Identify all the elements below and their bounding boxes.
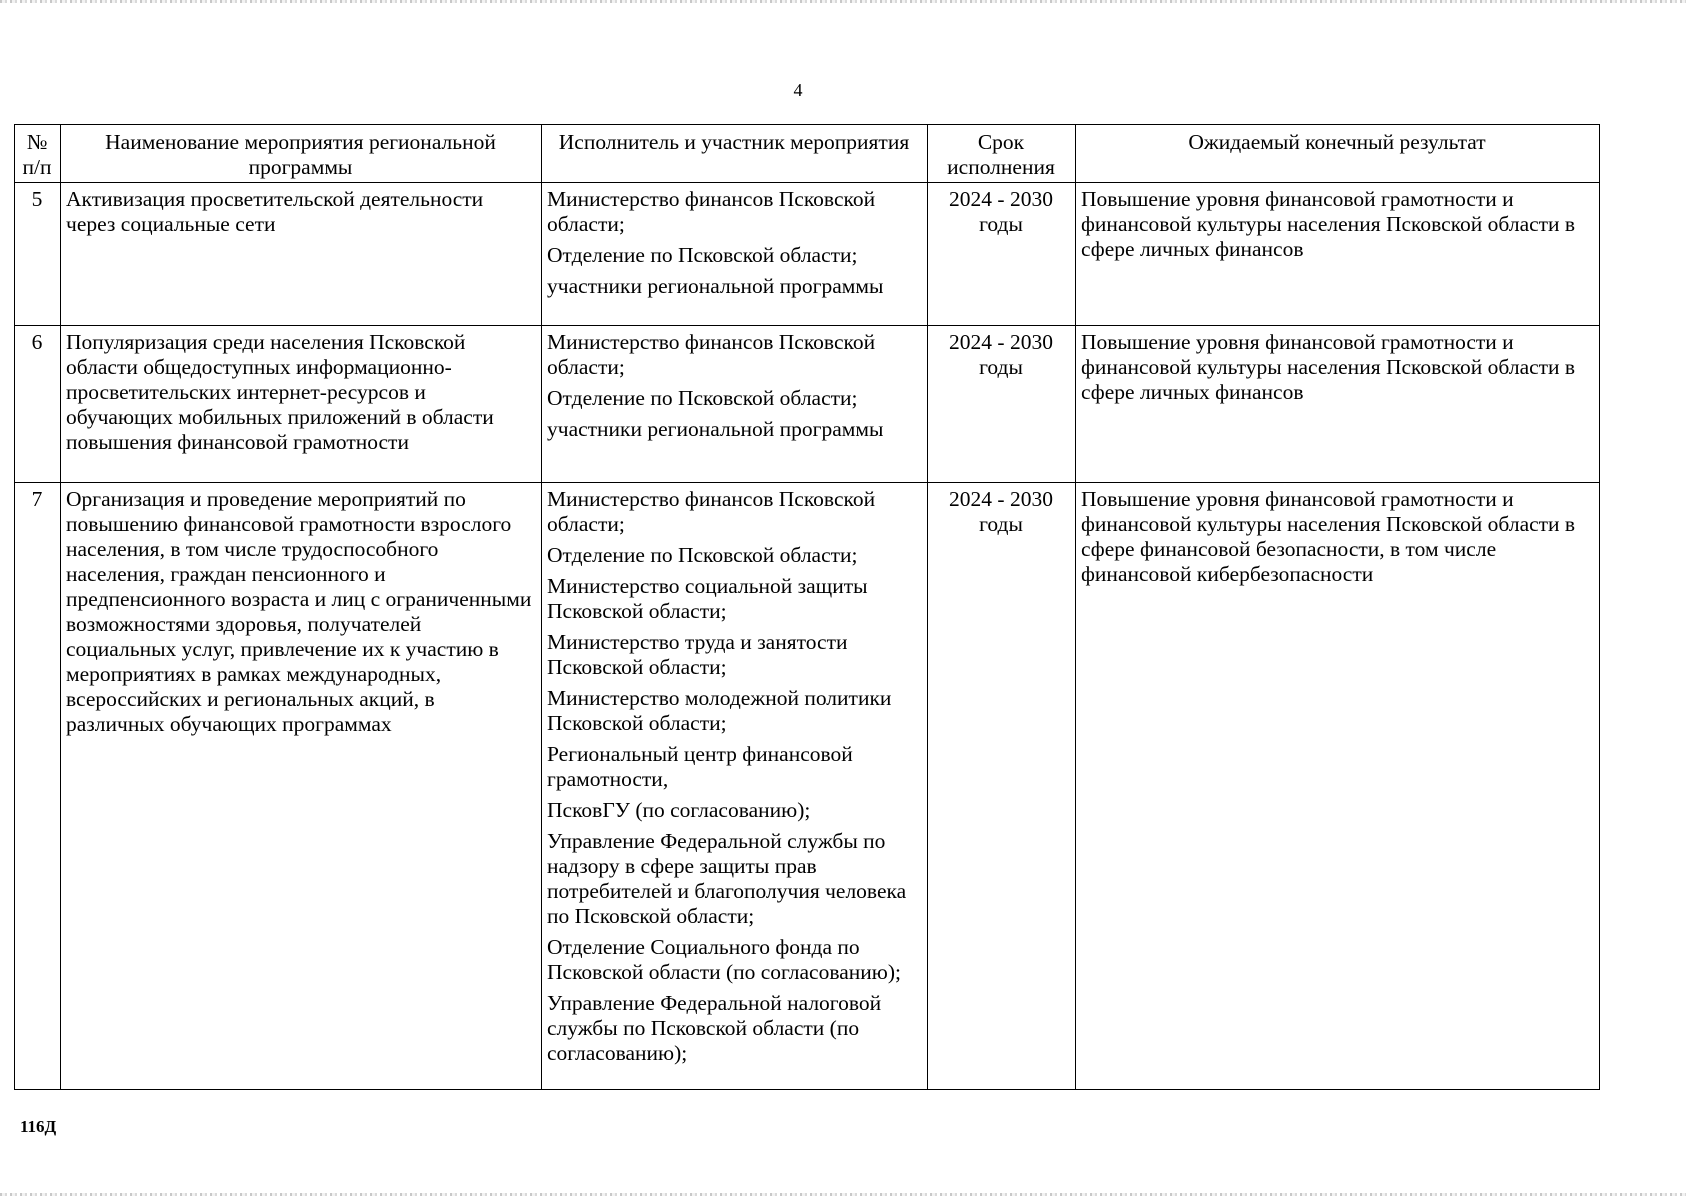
- executor-item: ПсковГУ (по согласованию);: [547, 798, 811, 822]
- expected-result: Повышение уровня финансовой грамотности и финансовой культуры населения Псковской области в сфере финансовой безопасности, в том числе финансовой кибербезопасности: [1076, 483, 1600, 1090]
- executor-item: Отделение по Псковской области;: [547, 543, 858, 567]
- scan-edge-top: [0, 0, 1686, 3]
- executor-item: Региональный центр финансовой грамотности,: [547, 742, 853, 791]
- executor-list: [542, 483, 928, 1090]
- executor-list: [542, 183, 928, 326]
- executor-item: Отделение по Псковской области;: [547, 243, 858, 267]
- executor-item: участники региональной программы: [547, 274, 884, 298]
- executor-item: Министерство труда и занятости Псковской области;: [547, 630, 848, 679]
- executor-item: Министерство финансов Псковской области;: [547, 487, 876, 536]
- measure-name: Популяризация среди населения Псковской области общедоступных информационно-просветительских интернет-ресурсов и обучающих мобильных приложений в области повышения финансовой грамотности: [61, 326, 542, 483]
- document-code: 116Д: [20, 1117, 57, 1136]
- executor-item: Министерство финансов Псковской области;: [547, 187, 876, 236]
- executor-item: Министерство молодежной политики Псковской области;: [547, 686, 892, 735]
- measure-name: Организация и проведение мероприятий по повышению финансовой грамотности взрослого населения, в том числе трудоспособного населения, граждан пенсионного и предпенсионного возраста и лиц с ограниченными возможностями здоровья, получателей социальных услуг, привлечение их к участию в мероприятиях в рамках международных, всероссийских и региональных акций, в различных обучающих программах: [61, 483, 542, 1090]
- executor-item: Отделение по Псковской области;: [547, 386, 858, 410]
- program-measures-table: [14, 124, 1600, 1090]
- header-measure-name: Наименование мероприятия региональной программы: [61, 125, 542, 183]
- executor-item: Министерство финансов Псковской области;: [547, 330, 876, 379]
- execution-term: 2024 - 2030 годы: [928, 183, 1076, 326]
- executor-item: Министерство социальной защиты Псковской области;: [547, 574, 868, 623]
- header-term: Срок исполнения: [928, 125, 1076, 183]
- header-number: № п/п: [15, 125, 61, 183]
- executor-item: Управление Федеральной налоговой службы по Псковской области (по согласованию);: [547, 991, 882, 1065]
- row-number: 6: [15, 326, 61, 483]
- executor-item: Отделение Социального фонда по Псковской области (по согласованию);: [547, 935, 901, 984]
- scan-edge-bottom: [0, 1193, 1686, 1196]
- table-header-row: [15, 125, 1600, 183]
- row-number: 5: [15, 183, 61, 326]
- measure-name: Активизация просветительской деятельности через социальные сети: [61, 183, 542, 326]
- page-number: 4: [793, 80, 803, 100]
- header-result: Ожидаемый конечный результат: [1076, 125, 1600, 183]
- executor-item: участники региональной программы: [547, 417, 884, 441]
- header-executor: Исполнитель и участник мероприятия: [542, 125, 928, 183]
- table-row: [15, 483, 1600, 1090]
- expected-result: Повышение уровня финансовой грамотности и финансовой культуры населения Псковской области в сфере личных финансов: [1076, 326, 1600, 483]
- expected-result: Повышение уровня финансовой грамотности и финансовой культуры населения Псковской области в сфере личных финансов: [1076, 183, 1600, 326]
- executor-item: Управление Федеральной службы по надзору в сфере защиты прав потребителей и благополучия человека по Псковской области;: [547, 829, 907, 928]
- execution-term: 2024 - 2030 годы: [928, 483, 1076, 1090]
- row-number: 7: [15, 483, 61, 1090]
- table-row: [15, 326, 1600, 483]
- execution-term: 2024 - 2030 годы: [928, 326, 1076, 483]
- executor-list: [542, 326, 928, 483]
- table-row: [15, 183, 1600, 326]
